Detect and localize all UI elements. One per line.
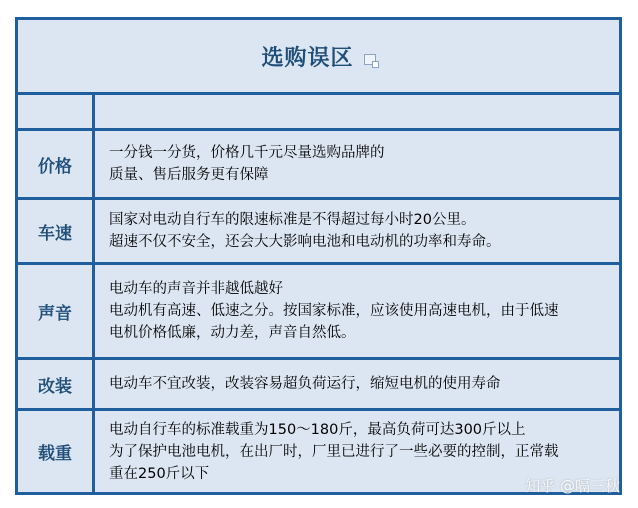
buying-mistakes-table	[15, 17, 622, 495]
row-content-modification	[95, 360, 619, 408]
row-content-sound	[95, 265, 619, 357]
row-content-price	[95, 131, 619, 197]
row-label-modification: 改装	[18, 360, 92, 408]
table-title: 选购误区	[261, 45, 354, 71]
content-line: 一分钱一分货，价格几千元尽量选购品牌的	[109, 145, 385, 161]
content-line: 电动车的声音并非越低越好	[109, 281, 283, 297]
row-label-load: 载重	[18, 411, 92, 492]
content-line: 为了保护电池电机，在出厂时，厂里已进行了一些必要的控制，正常载	[109, 443, 559, 460]
content-line: 电动自行车的标准载重为150～180斤，最高负荷可达300斤以上	[109, 421, 526, 438]
row-content	[95, 95, 619, 128]
content-line: 重在250斤以下	[109, 465, 210, 482]
table-title-cell	[18, 20, 619, 92]
content-line: 国家对电动自行车的限速标准是不得超过每小时20公里。	[109, 212, 476, 228]
content-line: 电动机有高速、低速之分。按国家标准，应该使用高速电机，由于低速	[109, 303, 559, 319]
row-label	[18, 95, 92, 128]
table-expand-icon[interactable]	[364, 54, 376, 65]
row-label-price: 价格	[18, 131, 92, 197]
row-content-speed	[95, 200, 619, 262]
row-label-speed: 车速	[18, 200, 92, 262]
watermark: 知乎 @嗝三秋	[525, 477, 620, 495]
row-label-sound: 声音	[18, 265, 92, 357]
content-line: 电机价格低廉，动力差，声音自然低。	[109, 325, 356, 341]
content-line: 超速不仅不安全，还会大大影响电池和电动机的功率和寿命。	[109, 234, 501, 250]
content-line: 质量、售后服务更有保障	[109, 167, 269, 183]
content-line: 电动车不宜改装，改装容易超负荷运行，缩短电机的使用寿命	[109, 376, 501, 392]
